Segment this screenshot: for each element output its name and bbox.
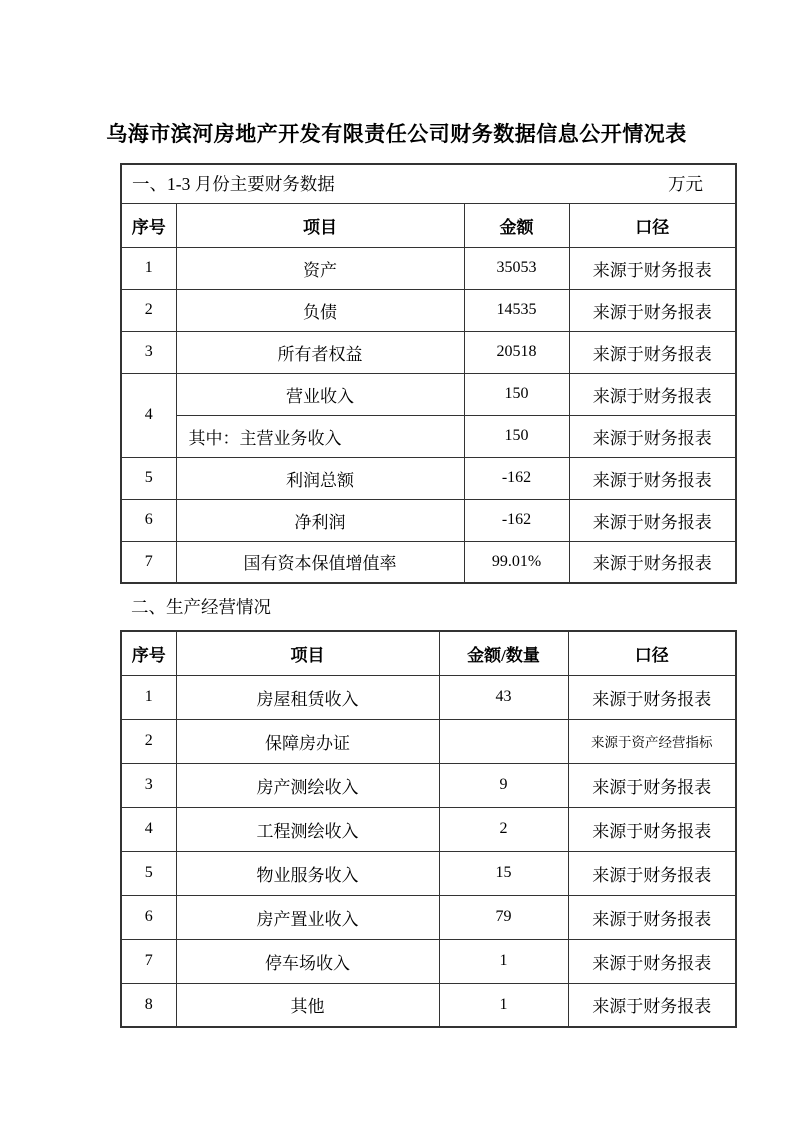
amount-cell: 9 [439, 763, 568, 807]
amount-cell: 43 [439, 675, 568, 719]
item-cell: 房产置业收入 [176, 895, 439, 939]
table1-section-row [121, 164, 736, 203]
source-cell: 来源于财务报表 [568, 939, 736, 983]
amount-cell: 1 [439, 983, 568, 1027]
amount-cell [439, 719, 568, 763]
amount-cell: -162 [464, 499, 569, 541]
serial-cell: 1 [121, 675, 176, 719]
amount-cell: -162 [464, 457, 569, 499]
table-row [121, 763, 736, 807]
source-cell: 来源于财务报表 [569, 247, 736, 289]
amount-cell: 2 [439, 807, 568, 851]
source-cell: 来源于财务报表 [569, 331, 736, 373]
source-cell: 来源于财务报表 [569, 457, 736, 499]
item-cell: 利润总额 [176, 457, 464, 499]
amount-cell: 35053 [464, 247, 569, 289]
source-cell: 来源于财务报表 [568, 763, 736, 807]
serial-cell: 5 [121, 851, 176, 895]
item-cell: 保障房办证 [176, 719, 439, 763]
serial-cell: 3 [121, 331, 176, 373]
col-header-source: 口径 [569, 203, 736, 247]
table-row [121, 675, 736, 719]
table-row [121, 895, 736, 939]
item-cell: 所有者权益 [176, 331, 464, 373]
table2-header-row [121, 631, 736, 675]
serial-cell: 2 [121, 289, 176, 331]
item-cell: 国有资本保值增值率 [176, 541, 464, 583]
serial-cell: 8 [121, 983, 176, 1027]
serial-cell: 7 [121, 939, 176, 983]
section1-label: 一、1-3 月份主要财务数据 [132, 174, 335, 195]
table-row [121, 373, 736, 415]
table-row [121, 983, 736, 1027]
amount-cell: 15 [439, 851, 568, 895]
table-row [121, 939, 736, 983]
table-row [121, 807, 736, 851]
table1-section-cell [121, 164, 736, 203]
source-cell: 来源于财务报表 [569, 499, 736, 541]
serial-cell: 5 [121, 457, 176, 499]
item-cell: 工程测绘收入 [176, 807, 439, 851]
serial-cell: 7 [121, 541, 176, 583]
table-row [121, 289, 736, 331]
item-cell: 资产 [176, 247, 464, 289]
col-header-amount: 金额 [464, 203, 569, 247]
source-cell: 来源于财务报表 [569, 289, 736, 331]
table-row [121, 851, 736, 895]
item-cell: 其中：主营业务收入 [176, 415, 464, 457]
table-row [121, 457, 736, 499]
col-header-no: 序号 [121, 631, 176, 675]
source-cell: 来源于财务报表 [568, 983, 736, 1027]
col-header-no: 序号 [121, 203, 176, 247]
section2-label: 二、生产经营情况 [131, 597, 271, 617]
table-row [121, 415, 736, 457]
item-cell: 停车场收入 [176, 939, 439, 983]
item-cell: 净利润 [176, 499, 464, 541]
col-header-item: 项目 [176, 203, 464, 247]
item-cell: 房产测绘收入 [176, 763, 439, 807]
source-cell: 来源于财务报表 [569, 373, 736, 415]
page-title: 乌海市滨河房地产开发有限责任公司财务数据信息公开情况表 [106, 122, 687, 146]
financial-data-table [120, 163, 737, 584]
amount-cell: 150 [464, 373, 569, 415]
source-cell: 来源于财务报表 [568, 675, 736, 719]
operations-table [120, 630, 737, 1028]
item-cell: 营业收入 [176, 373, 464, 415]
table-row [121, 719, 736, 763]
source-cell: 来源于资产经营指标 [568, 719, 736, 763]
col-header-amount: 金额/数量 [439, 631, 568, 675]
item-cell: 负债 [176, 289, 464, 331]
table-row [121, 331, 736, 373]
table-row [121, 499, 736, 541]
source-cell: 来源于财务报表 [568, 807, 736, 851]
serial-cell: 1 [121, 247, 176, 289]
source-cell: 来源于财务报表 [568, 851, 736, 895]
serial-cell: 4 [121, 807, 176, 851]
source-cell: 来源于财务报表 [568, 895, 736, 939]
item-cell: 物业服务收入 [176, 851, 439, 895]
amount-cell: 14535 [464, 289, 569, 331]
table1-header-row [121, 203, 736, 247]
serial-cell: 6 [121, 499, 176, 541]
source-cell: 来源于财务报表 [569, 541, 736, 583]
amount-cell: 99.01% [464, 541, 569, 583]
amount-cell: 79 [439, 895, 568, 939]
col-header-source: 口径 [568, 631, 736, 675]
serial-cell: 2 [121, 719, 176, 763]
item-cell: 其他 [176, 983, 439, 1027]
amount-cell: 20518 [464, 331, 569, 373]
table-row [121, 247, 736, 289]
item-cell: 房屋租赁收入 [176, 675, 439, 719]
table-row [121, 541, 736, 583]
amount-cell: 1 [439, 939, 568, 983]
serial-cell: 4 [121, 373, 176, 457]
col-header-item: 项目 [176, 631, 439, 675]
serial-cell: 6 [121, 895, 176, 939]
unit-label: 万元 [668, 174, 704, 195]
amount-cell: 150 [464, 415, 569, 457]
serial-cell: 3 [121, 763, 176, 807]
source-cell: 来源于财务报表 [569, 415, 736, 457]
